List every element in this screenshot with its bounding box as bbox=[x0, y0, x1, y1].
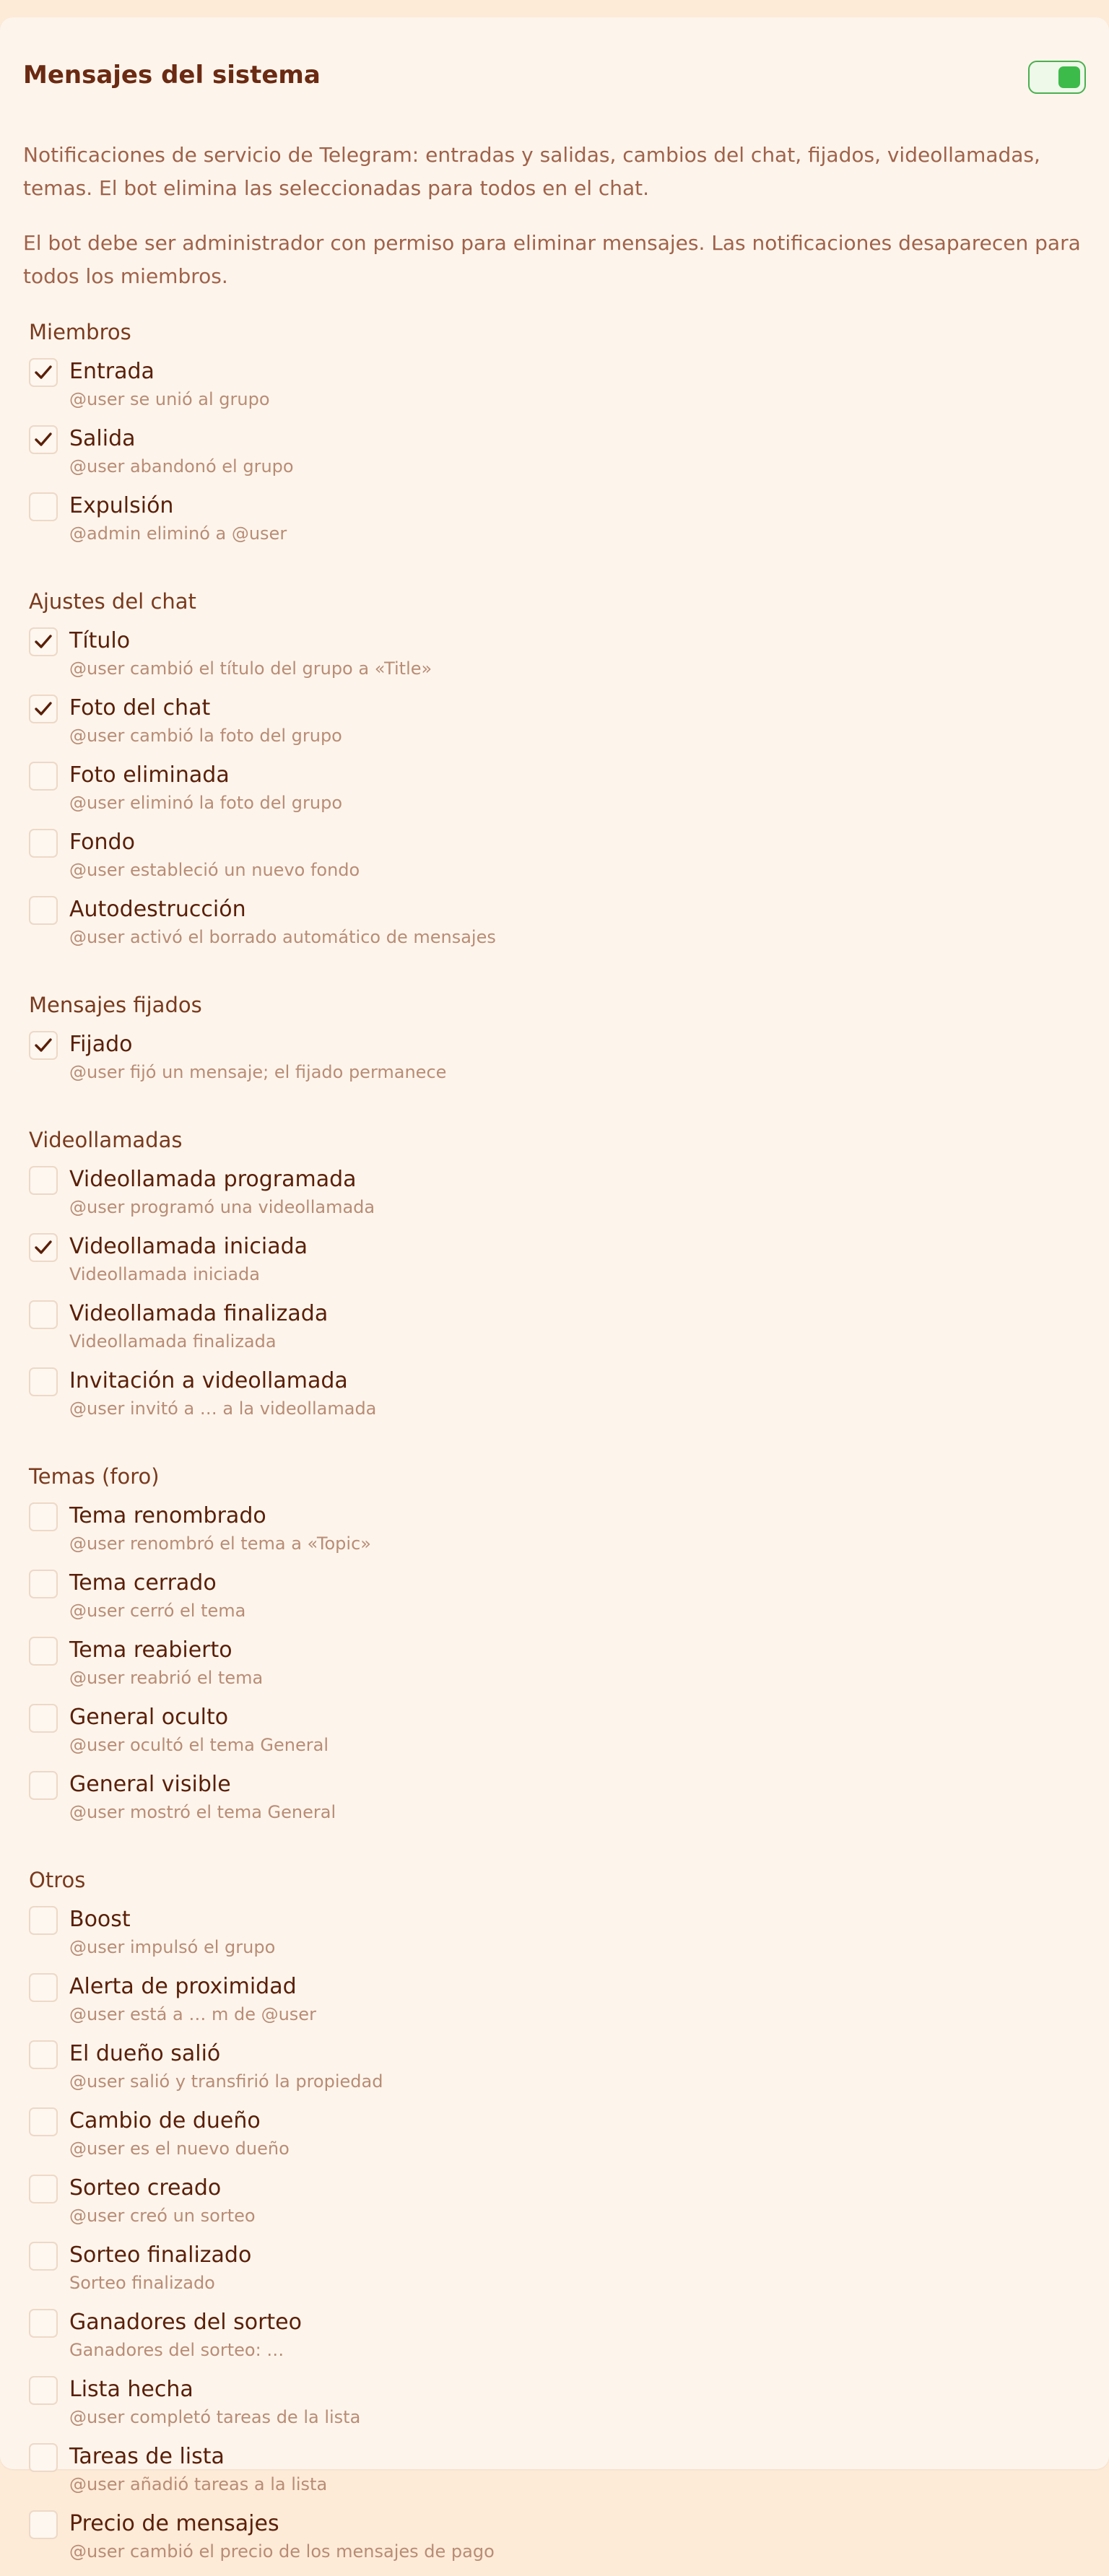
option-example: @user abandonó el grupo bbox=[69, 456, 294, 477]
option-example: @user creó un sorteo bbox=[69, 2206, 256, 2226]
option-example: @user fijó un mensaje; el fijado permanece bbox=[69, 1062, 447, 1082]
option-item[interactable] bbox=[29, 2307, 1086, 2375]
option-checkbox[interactable] bbox=[29, 2242, 58, 2271]
option-item[interactable] bbox=[29, 1770, 1086, 1837]
option-label: General visible bbox=[69, 1772, 231, 1797]
section-title: Ajustes del chat bbox=[29, 589, 196, 614]
option-label: Expulsión bbox=[69, 493, 174, 518]
option-item[interactable] bbox=[29, 2375, 1086, 2442]
option-example: @user cambió el título del grupo a «Title» bbox=[69, 658, 432, 679]
option-checkbox[interactable] bbox=[29, 425, 58, 454]
option-item[interactable] bbox=[29, 1299, 1086, 1366]
option-checkbox[interactable] bbox=[29, 2376, 58, 2405]
section bbox=[23, 991, 1086, 1097]
option-label: Sorteo creado bbox=[69, 2175, 222, 2201]
option-label: Tema cerrado bbox=[69, 1570, 217, 1596]
option-label: Videollamada iniciada bbox=[69, 1234, 308, 1259]
card-header bbox=[23, 39, 1086, 100]
option-example: @user invitó a … a la videollamada bbox=[69, 1398, 377, 1419]
option-item[interactable] bbox=[29, 2509, 1086, 2576]
option-checkbox[interactable] bbox=[29, 2443, 58, 2472]
option-example: @user cambió la foto del grupo bbox=[69, 726, 342, 746]
option-label: Alerta de proximidad bbox=[69, 1974, 297, 1999]
option-example: @user está a … m de @user bbox=[69, 2004, 316, 2024]
page-title: Mensajes del sistema bbox=[23, 61, 321, 90]
option-checkbox[interactable] bbox=[29, 2175, 58, 2203]
option-item[interactable] bbox=[29, 357, 1086, 424]
option-checkbox[interactable] bbox=[29, 1771, 58, 1800]
option-example: @user impulsó el grupo bbox=[69, 1937, 276, 1957]
option-example: @user ocultó el tema General bbox=[69, 1735, 329, 1755]
option-checkbox[interactable] bbox=[29, 1570, 58, 1598]
option-label: Foto del chat bbox=[69, 695, 211, 721]
option-label: Tema renombrado bbox=[69, 1503, 266, 1528]
option-label: Autodestrucción bbox=[69, 897, 246, 922]
option-item[interactable] bbox=[29, 1905, 1086, 1972]
option-checkbox[interactable] bbox=[29, 358, 58, 387]
section-title: Otros bbox=[29, 1868, 86, 1892]
option-item[interactable] bbox=[29, 895, 1086, 962]
option-item[interactable] bbox=[29, 1366, 1086, 1433]
option-item[interactable] bbox=[29, 1568, 1086, 1635]
option-checkbox[interactable] bbox=[29, 1637, 58, 1666]
option-label: General oculto bbox=[69, 1705, 229, 1730]
enable-toggle[interactable] bbox=[1028, 61, 1086, 94]
option-label: Videollamada programada bbox=[69, 1167, 357, 1192]
option-checkbox[interactable] bbox=[29, 762, 58, 791]
checkmark-icon bbox=[34, 633, 53, 650]
section-title: Videollamadas bbox=[29, 1128, 183, 1152]
option-label: Salida bbox=[69, 426, 136, 451]
option-example: @user se unió al grupo bbox=[69, 389, 270, 409]
option-example: @user programó una videollamada bbox=[69, 1197, 375, 1217]
section bbox=[23, 318, 1086, 558]
option-example: @admin eliminó a @user bbox=[69, 523, 287, 544]
option-checkbox[interactable] bbox=[29, 1502, 58, 1531]
option-item[interactable] bbox=[29, 626, 1086, 693]
option-label: Tema reabierto bbox=[69, 1637, 232, 1663]
option-label: Cambio de dueño bbox=[69, 2108, 261, 2133]
admin-note-text: El bot debe ser administrador con permiso para eliminar mensajes. Las notificaciones desaparecen para todos los miembros. bbox=[23, 231, 1081, 288]
option-label: Invitación a videollamada bbox=[69, 1368, 348, 1393]
option-checkbox[interactable] bbox=[29, 1031, 58, 1060]
option-label: Título bbox=[69, 628, 131, 653]
option-label: Ganadores del sorteo bbox=[69, 2310, 302, 2335]
option-item[interactable] bbox=[29, 1165, 1086, 1232]
option-item[interactable] bbox=[29, 1030, 1086, 1097]
option-label: Precio de mensajes bbox=[69, 2511, 279, 2536]
option-checkbox[interactable] bbox=[29, 1233, 58, 1262]
section bbox=[23, 587, 1086, 962]
option-item[interactable] bbox=[29, 424, 1086, 491]
option-checkbox[interactable] bbox=[29, 1300, 58, 1329]
option-item[interactable] bbox=[29, 2442, 1086, 2509]
option-item[interactable] bbox=[29, 760, 1086, 827]
option-checkbox[interactable] bbox=[29, 1704, 58, 1733]
option-checkbox[interactable] bbox=[29, 1367, 58, 1396]
section bbox=[23, 1126, 1086, 1433]
option-label: Videollamada finalizada bbox=[69, 1301, 329, 1326]
option-checkbox[interactable] bbox=[29, 2309, 58, 2338]
option-example: @user mostró el tema General bbox=[69, 1802, 336, 1822]
option-example: @user salió y transfirió la propiedad bbox=[69, 2071, 383, 2092]
option-example: @user reabrió el tema bbox=[69, 1668, 264, 1688]
option-item[interactable] bbox=[29, 1232, 1086, 1299]
option-checkbox[interactable] bbox=[29, 896, 58, 925]
option-example: @user añadió tareas a la lista bbox=[69, 2474, 328, 2494]
option-checkbox[interactable] bbox=[29, 1973, 58, 2002]
option-checkbox[interactable] bbox=[29, 627, 58, 656]
section-title: Temas (foro) bbox=[29, 1464, 160, 1489]
option-item[interactable] bbox=[29, 2039, 1086, 2106]
option-example: Videollamada finalizada bbox=[69, 1331, 277, 1352]
sections-list bbox=[23, 318, 1086, 2576]
option-checkbox[interactable] bbox=[29, 695, 58, 723]
option-item[interactable] bbox=[29, 1702, 1086, 1770]
option-label: Tareas de lista bbox=[69, 2444, 225, 2469]
system-messages-card bbox=[0, 17, 1109, 2562]
option-checkbox[interactable] bbox=[29, 1166, 58, 1195]
option-example: @user renombró el tema a «Topic» bbox=[69, 1533, 371, 1554]
option-item[interactable] bbox=[29, 2106, 1086, 2173]
option-label: Fijado bbox=[69, 1032, 133, 1057]
option-item[interactable] bbox=[29, 827, 1086, 895]
option-item[interactable] bbox=[29, 2173, 1086, 2240]
option-example: @user es el nuevo dueño bbox=[69, 2138, 290, 2159]
option-example: @user cambió el precio de los mensajes de pago bbox=[69, 2541, 495, 2562]
option-item[interactable] bbox=[29, 1972, 1086, 2039]
checkmark-icon bbox=[34, 1037, 53, 1054]
section-title: Mensajes fijados bbox=[29, 993, 202, 1017]
option-item[interactable] bbox=[29, 693, 1086, 760]
option-checkbox[interactable] bbox=[29, 2107, 58, 2136]
option-example: Ganadores del sorteo: … bbox=[69, 2340, 284, 2360]
option-item[interactable] bbox=[29, 491, 1086, 558]
option-label: Lista hecha bbox=[69, 2377, 193, 2402]
option-example: @user completó tareas de la lista bbox=[69, 2407, 361, 2427]
option-checkbox[interactable] bbox=[29, 1906, 58, 1935]
option-example: Sorteo finalizado bbox=[69, 2273, 215, 2293]
description-text: Notificaciones de servicio de Telegram: entradas y salidas, cambios del chat, fijados, videollamadas, temas. El bot elimina las seleccionadas para todos en el chat. bbox=[23, 143, 1040, 200]
option-checkbox[interactable] bbox=[29, 2510, 58, 2539]
option-item[interactable] bbox=[29, 1635, 1086, 1702]
option-label: Boost bbox=[69, 1907, 131, 1932]
checkmark-icon bbox=[34, 1239, 53, 1256]
section-title: Miembros bbox=[29, 320, 131, 344]
option-example: @user eliminó la foto del grupo bbox=[69, 793, 343, 813]
option-label: Entrada bbox=[69, 359, 155, 384]
section bbox=[23, 1866, 1086, 2576]
option-example: @user activó el borrado automático de mensajes bbox=[69, 927, 496, 947]
checkmark-icon bbox=[34, 700, 53, 718]
option-label: Foto eliminada bbox=[69, 762, 230, 788]
option-checkbox[interactable] bbox=[29, 492, 58, 521]
option-item[interactable] bbox=[29, 1501, 1086, 1568]
option-example: @user cerró el tema bbox=[69, 1601, 246, 1621]
section bbox=[23, 1462, 1086, 1837]
option-checkbox[interactable] bbox=[29, 2040, 58, 2069]
checkmark-icon bbox=[34, 431, 53, 448]
option-label: Fondo bbox=[69, 830, 135, 855]
checkmark-icon bbox=[34, 364, 53, 381]
option-example: Videollamada iniciada bbox=[69, 1264, 260, 1284]
option-checkbox[interactable] bbox=[29, 829, 58, 858]
toggle-knob bbox=[1058, 66, 1080, 88]
option-item[interactable] bbox=[29, 2240, 1086, 2307]
option-label: El dueño salió bbox=[69, 2041, 221, 2066]
option-example: @user estableció un nuevo fondo bbox=[69, 860, 360, 880]
option-label: Sorteo finalizado bbox=[69, 2242, 252, 2268]
